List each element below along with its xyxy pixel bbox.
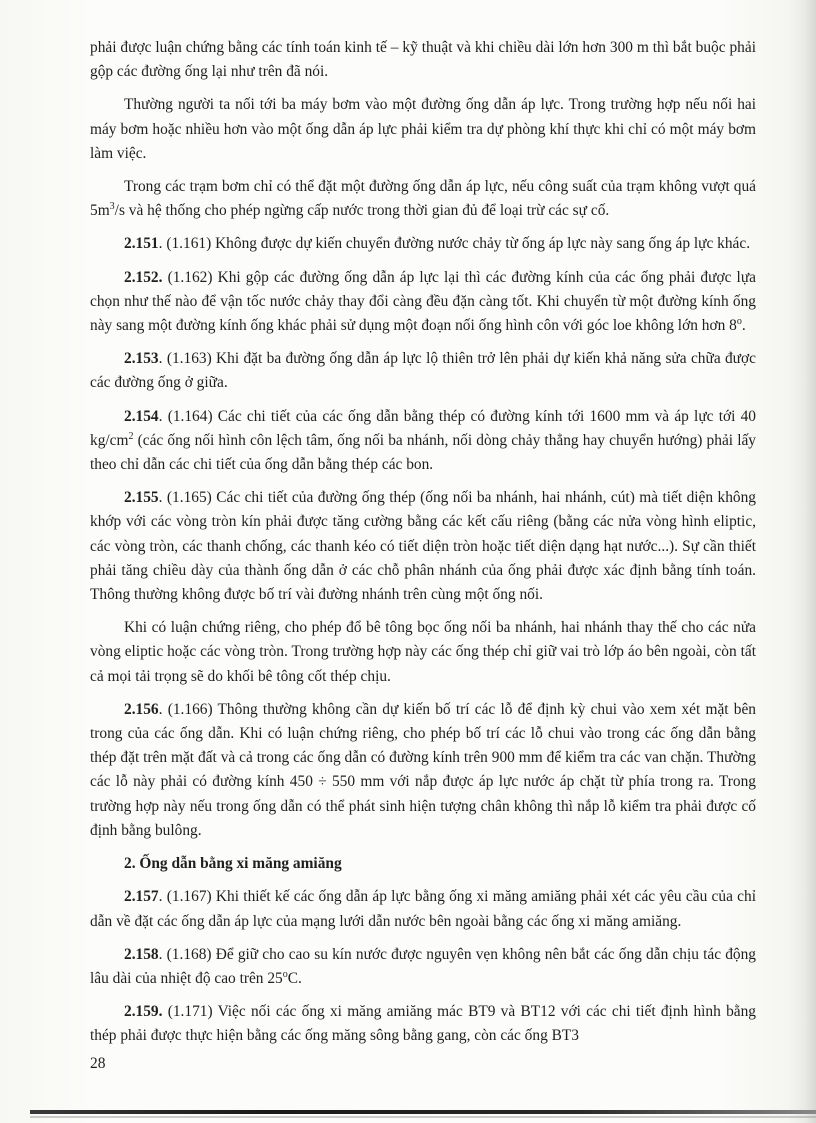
- paragraph-text: /s và hệ thống cho phép ngừng cấp nước trong thời gian đủ để loại trừ các sự cố.: [114, 202, 610, 220]
- clause-2-159: [90, 1000, 756, 1048]
- superscript: o: [282, 968, 288, 980]
- section-heading: 2. Ống dẫn bằng xi măng amiăng: [124, 855, 342, 873]
- paragraph-text: Thường người ta nối tới ba máy bơm vào một đường ống dẫn áp lực. Trong trường hợp nếu nối hai máy bơm hoặc nhiều hơn vào một ống dẫn áp lực phải kiểm tra dự phòng khí thực khi chỉ có một máy bơm làm việc.: [90, 96, 756, 162]
- clause-text: . (1.164) Các chi tiết của các ống dẫn bằng thép có đường kính tới 1600 mm và áp lực tới 40 kg/cm: [90, 407, 756, 449]
- clause-number: 2.159.: [124, 1003, 163, 1021]
- clause-number: 2.153: [124, 350, 159, 368]
- superscript: 3: [109, 201, 115, 213]
- clause-text: (các ống nối hình côn lệch tâm, ống nối ba nhánh, nối dòng chảy thẳng hay chuyển hướng) phải lấy theo chỉ dẫn các chi tiết của ống dẫn bằng thép các bon.: [90, 431, 756, 474]
- clause-text: . (1.165) Các chi tiết của đường ống thép (ống nối ba nhánh, hai nhánh, cút) mà tiết diện không khớp với các vòng tròn kín phải được tăng cường bằng các kết cấu riêng (bằng các nửa vòng hình eliptic, các vòng tròn, các thanh chống, các thanh kéo có tiết diện tròn hoặc tiết diện dạng hạt nước...). Sự cần thiết phải tăng chiều dày của thành ống dẫn ở các chỗ phân nhánh của ống phải được xác định bằng tính toán. Thông thường không được bố trí vài đường nhánh trên cùng một ống nối.: [90, 489, 756, 604]
- clause-2-153: [90, 347, 756, 395]
- clause-number: 2.151: [124, 235, 159, 253]
- clause-text: . (1.161) Không được dự kiến chuyển đường nước chảy từ ống áp lực này sang ống áp lực khác.: [158, 235, 751, 253]
- paragraph-text: Trong các trạm bơm chỉ có thể đặt một đường ống dẫn áp lực, nếu công suất của trạm không vượt quá 5m: [90, 178, 756, 220]
- clause-2-158: [90, 943, 756, 991]
- clause-2-151: [90, 232, 756, 256]
- clause-number: 2.156: [124, 700, 159, 718]
- clause-text: . (1.166) Thông thường không cần dự kiến bố trí các lỗ để định kỳ chui vào xem xét mặt bên trong của các ống dẫn. Khi có luận chứng riêng, cho phép bố trí các lỗ chui vào trong các ống dẫn bằng thép đặt trên mặt đất và cả trong các ống dẫn có đường kính trên 900 mm để kiểm tra các van chặn. Thường các lỗ này phải có đường kính 450 ÷ 550 mm với nắp được áp lực nước áp chặt từ phía trong ra. Trong trường hợp này nếu trong ống dẫn có thể phát sinh hiện tượng chân không thì nắp lỗ kiểm tra phải được cố định bằng bulông.: [90, 700, 756, 839]
- paragraph-text: Khi có luận chứng riêng, cho phép đổ bê tông bọc ống nối ba nhánh, hai nhánh thay thế cho các nửa vòng eliptic hoặc các vòng tròn. Trong trường hợp này các ống thép chỉ giữ vai trò lớp áo bên ngoài, còn tất cả mọi tải trọng sẽ do khối bê tông cốt thép chịu.: [90, 619, 756, 685]
- clause-text: C.: [287, 969, 302, 987]
- paragraph: [90, 616, 756, 689]
- clause-text: (1.171) Việc nối các ống xi măng amiăng mác BT9 và BT12 với các chi tiết định hình bằng thép phải được thực hiện bằng các ống măng sông bằng gang, còn các ống BT3: [90, 1003, 756, 1045]
- clause-2-155: [90, 486, 756, 607]
- clause-number: 2.158: [124, 945, 159, 963]
- paragraph: [90, 93, 756, 166]
- document-body: [90, 36, 756, 1058]
- clause-2-157: [90, 885, 756, 933]
- paragraph: [90, 36, 756, 84]
- clause-text: . (1.167) Khi thiết kế các ống dẫn áp lực bằng ống xi măng amiăng phải xét các yêu cầu của chỉ dẫn về đặt các ống dẫn áp lực của mạng lưới dẫn nước bên ngoài bằng các ống xi măng amiăng.: [90, 888, 756, 930]
- paragraph-text: phải được luận chứng bằng các tính toán kinh tế – kỹ thuật và khi chiều dài lớn hơn 300 m thì bắt buộc phải gộp các đường ống lại như trên đã nói.: [90, 39, 756, 81]
- clause-text: . (1.168) Để giữ cho cao su kín nước được nguyên vẹn không nên bắt các ống dẫn chịu tác động lâu dài của nhiệt độ cao trên 25: [90, 945, 756, 987]
- clause-number: 2.157: [124, 888, 159, 906]
- paragraph: [90, 175, 756, 223]
- page-number: 28: [90, 1055, 106, 1072]
- clause-number: 2.154: [124, 407, 159, 425]
- clause-2-152: [90, 266, 756, 339]
- superscript: o: [736, 315, 742, 327]
- clause-number: 2.155: [124, 489, 159, 507]
- superscript: 2: [128, 430, 134, 442]
- clause-text: (1.162) Khi gộp các đường ống dẫn áp lực lại thì các đường kính của các ống phải được lựa chọn như thế nào để vận tốc nước chảy thay đổi càng đều đặn càng tốt. Khi chuyển từ một đường kính ống này sang một đường kính ống khác phải sử dụng một đoạn nối ống hình côn với góc loe không lớn hơn 8: [90, 268, 756, 335]
- clause-text: . (1.163) Khi đặt ba đường ống dẫn áp lực lộ thiên trở lên phải dự kiến khả năng sửa chữa được các đường ống ở giữa.: [90, 350, 756, 392]
- clause-2-156: [90, 698, 756, 843]
- clause-text: .: [741, 317, 746, 335]
- clause-number: 2.152.: [124, 268, 163, 286]
- bottom-rule-shadow: [30, 1116, 816, 1118]
- bottom-rule: [30, 1110, 816, 1114]
- scan-edge-shadow: [788, 0, 816, 1123]
- clause-2-154: [90, 405, 756, 478]
